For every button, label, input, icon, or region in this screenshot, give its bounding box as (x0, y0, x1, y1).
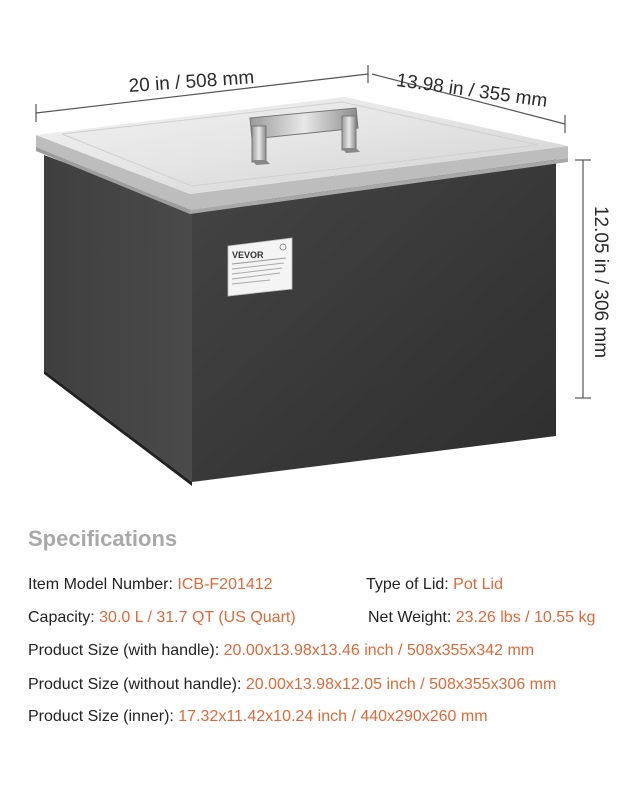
spec-size-without-handle-label: Product Size (without handle): (28, 676, 246, 693)
spec-lid (366, 576, 503, 594)
spec-model (28, 576, 273, 594)
spec-model-label: Item Model Number: (28, 576, 178, 593)
spec-size-with-handle-label: Product Size (with handle): (28, 642, 224, 659)
height-dimension-label: 12.05 in / 306 mm (590, 205, 611, 359)
specifications-title: Specifications (28, 526, 178, 551)
spec-size-with-handle-value: 20.00x13.98x13.46 inch / 508x355x342 mm (223, 642, 535, 659)
width-dimension-label: 20 in / 508 mm (128, 67, 255, 97)
spec-capacity (28, 609, 296, 627)
spec-size-inner-label: Product Size (inner): (28, 708, 179, 725)
spec-lid-value: Pot Lid (453, 576, 503, 593)
spec-weight (368, 609, 595, 627)
spec-size-with-handle (28, 642, 534, 660)
spec-capacity-value: 30.0 L / 31.7 QT (US Quart) (99, 609, 296, 626)
spec-size-inner-value: 17.32x11.42x10.24 inch / 440x290x260 mm (178, 708, 488, 725)
label-plate (228, 238, 292, 296)
label-plate-brand: VEVOR (232, 250, 264, 260)
spec-size-inner (28, 708, 488, 726)
spec-weight-value: 23.26 lbs / 10.55 kg (455, 609, 596, 626)
spec-size-without-handle-value: 20.00x13.98x12.05 inch / 508x355x306 mm (245, 676, 557, 693)
spec-model-value: ICB-F201412 (177, 576, 273, 593)
spec-capacity-label: Capacity: (28, 609, 100, 626)
bin-front-face (192, 158, 556, 482)
spec-lid-label: Type of Lid: (366, 576, 454, 593)
spec-weight-label: Net Weight: (368, 609, 456, 626)
spec-size-without-handle (28, 676, 556, 694)
depth-dimension-label: 13.98 in / 355 mm (395, 70, 549, 112)
